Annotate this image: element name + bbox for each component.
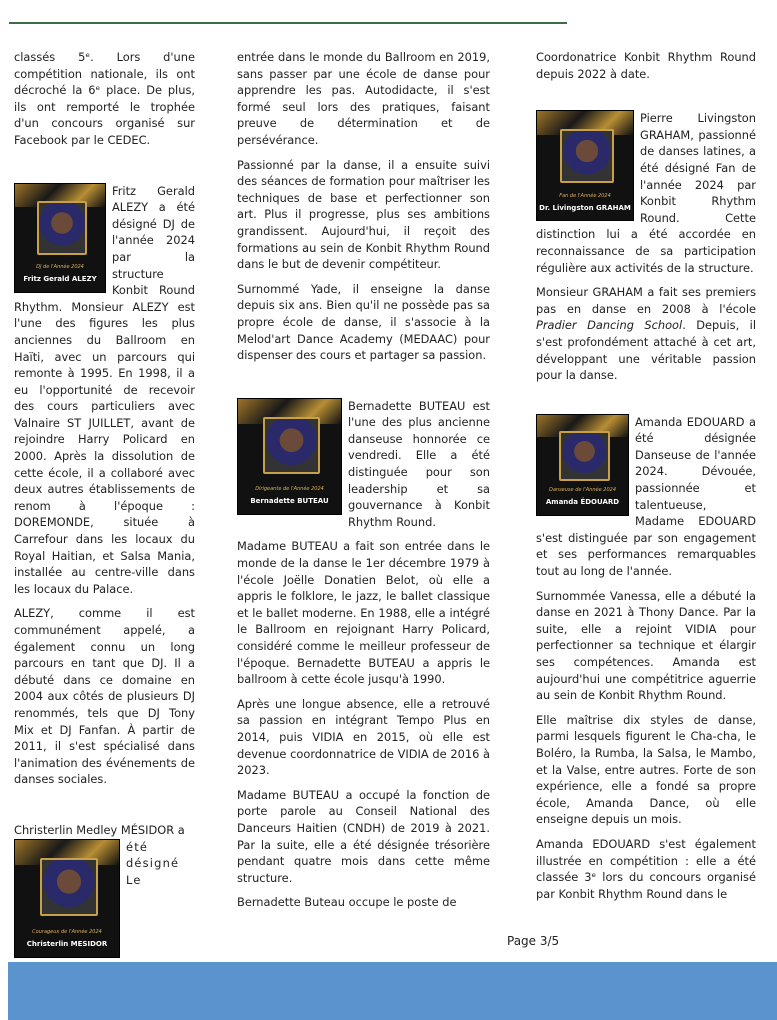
paragraph: Fritz Gerald ALEZY a été désigné DJ de l'année 2024 par la structure Konbit Round Rhythm. Monsieur ALEZY est l'une des figures les plus anciennes du Ballroom en Haïti, avec un parcours qui remonte à 1995. En 1998, il a eu l'opportunité de recevoir des cours particuliers avec Valnaire ST JUILLET, avant de rejoindre Harry Policard en 2000. Après la dissolution de cette école, il a collaboré avec deux autres établissements de renom à l'époque : DOREMONDE, située à Carrefour dans les locaux du Royal Haitian, et Salsa Mania, installée au centre-ville dans les locaux du Palace. [14, 183, 195, 596]
paragraph: Pierre Livingston GRAHAM, passionné de danses latines, a été désigné Fan de l'année 2024 par Konbit Rhythm Round. Cette distinction lui a été accordée en reconnaissance de sa participation régulière aux activités de la structure. [536, 111, 756, 275]
column-1 [14, 49, 195, 1017]
text-run: . Depuis, il s'est profondément attaché à cet art, développant une véritable passion pour la danse. [536, 318, 756, 383]
school-name: Pradier Dancing School [536, 318, 683, 333]
page-number: Page 3/5 [507, 934, 560, 948]
photo-fritz-alezy [14, 183, 106, 293]
paragraph: Madame BUTEAU a fait son entrée dans le monde de la danse le 1er décembre 1979 à l'école Joëlle Donatien Belot, où elle a appris le folklore, le jazz, le ballet classique et le ballet moderne. En 1988, elle a intégré le Ballroom en rejoignant Harry Policard, considéré comme le meilleur professeur de l'époque. Bernadette BUTEAU a appris le ballroom à cette école jusqu'à 1990. [237, 539, 490, 687]
paragraph: Amanda EDOUARD a été désignée Danseuse de l'année 2024. Dévouée, passionnée et talentueuse, Madame EDOUARD s'est distinguée par son engagement et ses performances remarquables tout au long de l'année. [536, 414, 756, 579]
photo-bernadette-buteau [237, 398, 342, 515]
paragraph [536, 284, 756, 384]
paragraph: Surnommé Yade, il enseigne la danse depuis six ans. Bien qu'il ne possède pas sa propre école de danse, il s'associe à la Melod'art Dance Academy (MEDAAC) pour dispenser des cours et partager sa passion. [237, 281, 490, 363]
footer-bar [8, 962, 777, 1020]
paragraph: Surnommée Vanessa, elle a débuté la danse en 2021 à Thony Dance. Par la suite, elle a rejoint VIDIA pour perfectionner sa technique et élargir ses compétences. Amanda est aujourd'hui une compétitrice aguerrie au sein de Konbit Rhythm Round. [536, 588, 756, 703]
photo-christerlin-mesidor [14, 839, 120, 958]
photo-caption-title: Dirigeante de l'Année 2024 [255, 486, 324, 493]
photo-amanda-edouard [536, 414, 629, 516]
header-rule [9, 22, 567, 24]
paragraph: Amanda EDOUARD s'est également illustrée en compétition : elle a été classée 3ᵉ lors du concours organisé par Konbit Rhythm Round dans le [536, 836, 756, 901]
paragraph: Elle maîtrise dix styles de danse, parmi lesquels figurent le Cha-cha, le Boléro, la Rumba, la Salsa, le Mambo, et la Valse, entre autres. Forte de son expérience, elle a fondé sa propre école, Amanda Dance, où elle enseigne depuis un mois. [536, 712, 756, 827]
paragraph: Après une longue absence, elle a retrouvé sa passion en intégrant Tempo Plus en 2014, puis VIDIA en 2015, où elle est devenue coordonnatrice de VIDIA de 2016 à 2023. [237, 696, 490, 778]
paragraph: entrée dans le monde du Ballroom en 2019, sans passer par une école de danse pour apprendre les pas. Autodidacte, il s'est formé seul lors des pratiques, faisant preuve de détermination et de persévérance. [237, 50, 490, 147]
photo-caption-name: Fritz Gerald ALEZY [23, 274, 97, 283]
photo-caption-title: Danseuse de l'Année 2024 [548, 487, 617, 494]
paragraph: classés 5ᵉ. Lors d'une compétition nationale, ils ont décroché la 6ᵉ place. De plus, ils ont remporté le trophée d'un concours organisé sur Facebook par le CEDEC. [14, 50, 195, 147]
paragraph-lead: Christerlin Medley MÉSIDOR a [14, 822, 185, 837]
paragraph: Bernadette Buteau occupe le poste de [237, 895, 457, 910]
column-3 [536, 49, 756, 910]
photo-caption-title: DJ de l'Année 2024 [36, 263, 84, 270]
photo-caption-name: Bernadette BUTEAU [250, 497, 329, 506]
paragraph: Passionné par la danse, il a ensuite suivi des séances de formation pour maîtriser les techniques de base et perfectionner son art. Plus il progresse, plus ses ambitions grandissent. Aujourd'hui, il reçoit des formations au sein de Konbit Rhythm Round dans le but de devenir compétiteur. [237, 157, 490, 272]
photo-caption-name: Dr. Livingston GRAHAM [539, 203, 631, 212]
column-2 [237, 49, 490, 919]
text-run: Monsieur GRAHAM a fait ses premiers pas en danse en 2008 à l'école [536, 285, 756, 316]
photo-livingston-graham [536, 110, 634, 221]
photo-caption-title: Courageux de l'Année 2024 [32, 928, 102, 935]
paragraph: Madame BUTEAU a occupé la fonction de porte parole au Conseil National des Danceurs Haitien (CNDH) de 2019 à 2021. Par la suite, elle a été désignée trésorière pendant quatre mois dans cette même structure. [237, 787, 490, 885]
photo-caption-title: Fan de l'Année 2024 [559, 192, 611, 199]
paragraph: Coordonatrice Konbit Rhythm Round depuis 2022 à date. [536, 50, 756, 81]
paragraph: ALEZY, comme il est communément appelé, a également connu un long parcours en tant que DJ. Il a débuté dans ce domaine en 2004 aux côtés de plusieurs DJ renommés, tels que DJ Tony Mix et DJ Fanfan. À partir de 2011, il s'est spécialisé dans l'animation des événements de danses sociales. [14, 606, 195, 787]
paragraph: Bernadette BUTEAU est l'une des plus ancienne danseuse honnorée ce vendredi. Elle a été distinguée pour son leadership et sa gouvernance à Konbit Rhythm Round. [348, 398, 490, 529]
photo-caption-name: Amanda ÉDOUARD [545, 498, 620, 507]
photo-caption-name: Christerlin MESIDOR [26, 939, 108, 948]
paragraph: été désigné Le [126, 839, 180, 887]
